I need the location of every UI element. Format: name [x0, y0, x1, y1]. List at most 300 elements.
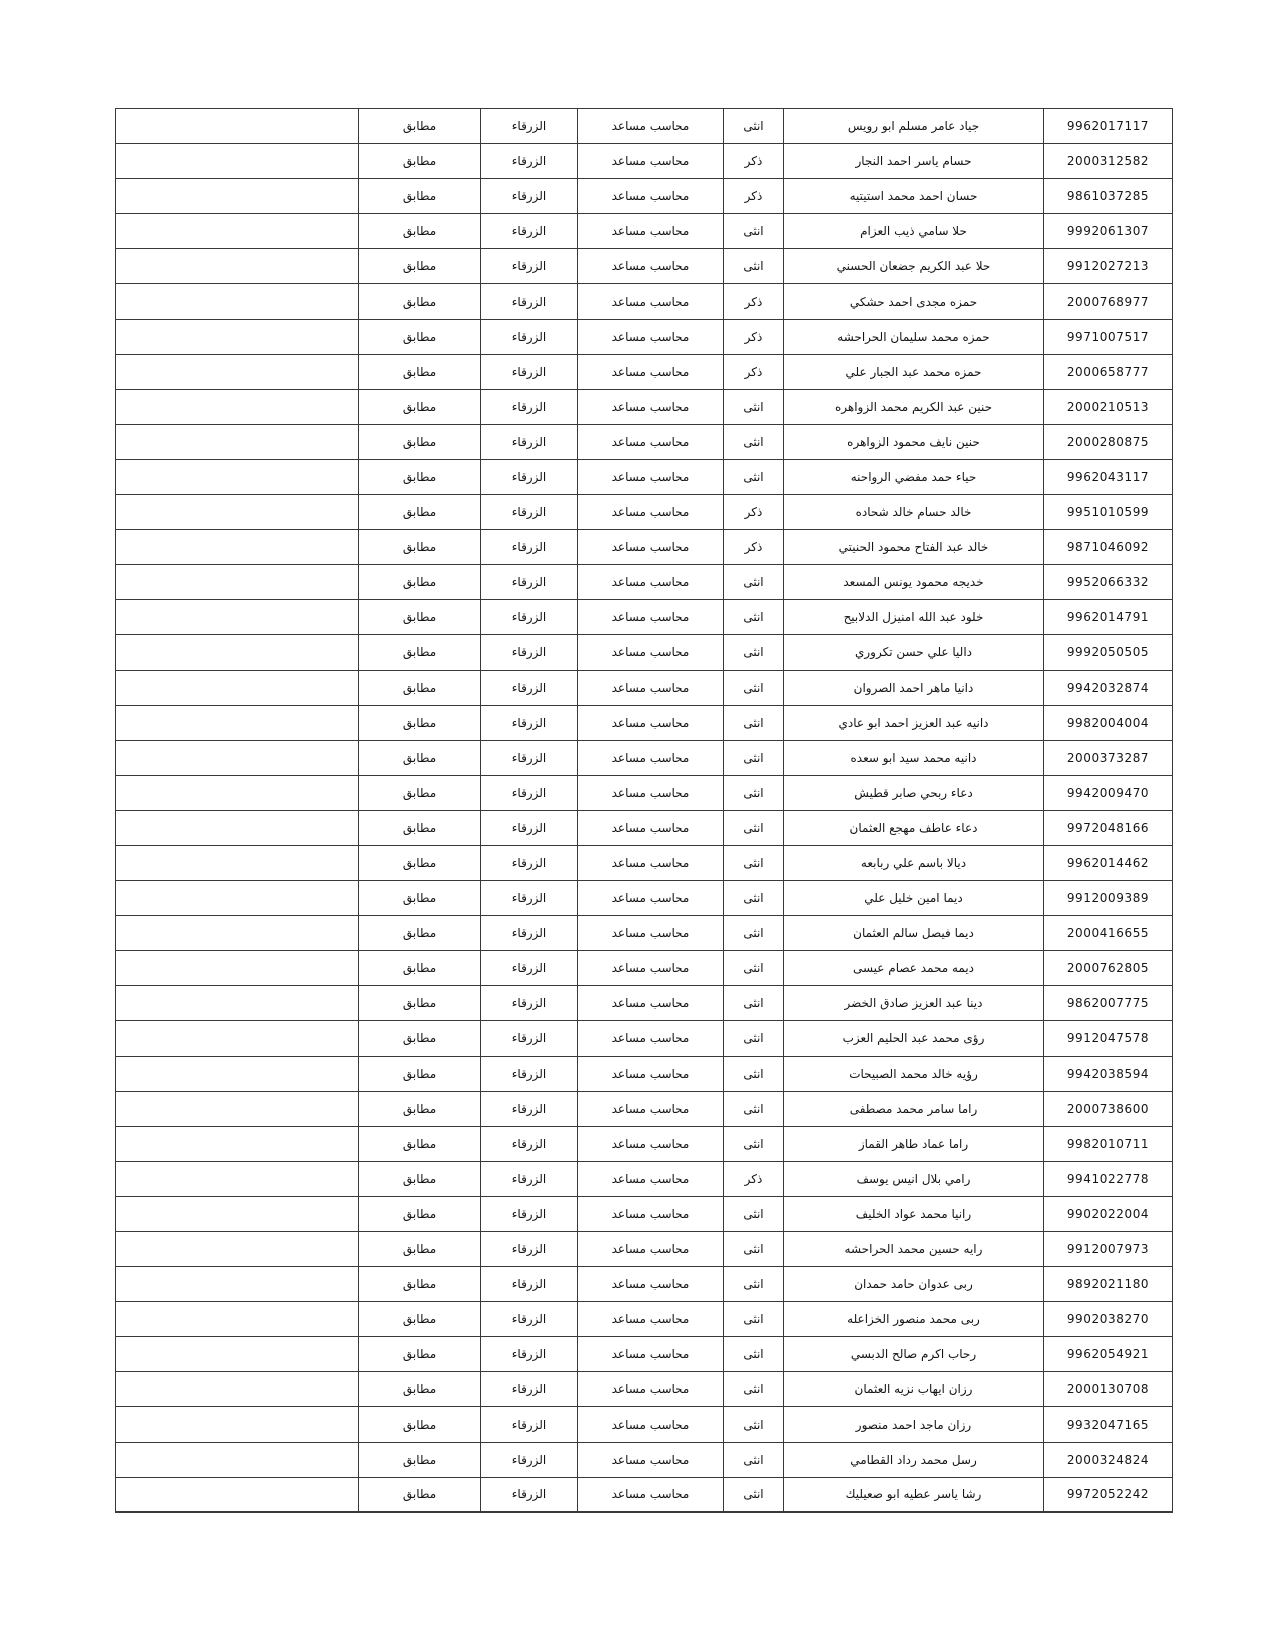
status-cell: مطابق	[359, 1337, 481, 1372]
employee-name-cell: رزان ايهاب نزيه العثمان	[784, 1372, 1044, 1407]
national-id-cell: 9942032874	[1044, 670, 1173, 705]
national-id-cell: 9942009470	[1044, 775, 1173, 810]
job-title-cell: محاسب مساعد	[578, 1442, 724, 1477]
employee-name-cell: راما عماد طاهر القماز	[784, 1126, 1044, 1161]
governorate-cell: الزرقاء	[481, 740, 578, 775]
job-title-cell: محاسب مساعد	[578, 670, 724, 705]
table-row	[116, 1442, 1173, 1477]
governorate-cell: الزرقاء	[481, 354, 578, 389]
status-cell: مطابق	[359, 951, 481, 986]
job-title-cell: محاسب مساعد	[578, 1477, 724, 1512]
status-cell: مطابق	[359, 284, 481, 319]
notes-cell	[116, 1372, 359, 1407]
employee-name-cell: رؤى محمد عبد الحليم العزب	[784, 1021, 1044, 1056]
employee-name-cell: ديالا باسم علي ربابعه	[784, 845, 1044, 880]
national-id-cell: 9982004004	[1044, 705, 1173, 740]
gender-cell: انثى	[724, 740, 784, 775]
national-id-cell: 9982010711	[1044, 1126, 1173, 1161]
governorate-cell: الزرقاء	[481, 1091, 578, 1126]
employee-name-cell: راما سامر محمد مصطفى	[784, 1091, 1044, 1126]
gender-cell: انثى	[724, 951, 784, 986]
status-cell: مطابق	[359, 1021, 481, 1056]
notes-cell	[116, 495, 359, 530]
employee-name-cell: دانيه عبد العزيز احمد ابو عادي	[784, 705, 1044, 740]
status-cell: مطابق	[359, 1091, 481, 1126]
job-title-cell: محاسب مساعد	[578, 775, 724, 810]
national-id-cell: 2000210513	[1044, 389, 1173, 424]
job-title-cell: محاسب مساعد	[578, 495, 724, 530]
notes-cell	[116, 1232, 359, 1267]
governorate-cell: الزرقاء	[481, 109, 578, 144]
gender-cell: انثى	[724, 1372, 784, 1407]
gender-cell: انثى	[724, 109, 784, 144]
governorate-cell: الزرقاء	[481, 600, 578, 635]
table-row	[116, 740, 1173, 775]
table-row	[116, 1126, 1173, 1161]
national-id-cell: 9941022778	[1044, 1161, 1173, 1196]
notes-cell	[116, 249, 359, 284]
table-row	[116, 1372, 1173, 1407]
status-cell: مطابق	[359, 810, 481, 845]
job-title-cell: محاسب مساعد	[578, 1091, 724, 1126]
job-title-cell: محاسب مساعد	[578, 705, 724, 740]
table-row	[116, 459, 1173, 494]
status-cell: مطابق	[359, 845, 481, 880]
table-row	[116, 810, 1173, 845]
governorate-cell: الزرقاء	[481, 810, 578, 845]
notes-cell	[116, 740, 359, 775]
employee-name-cell: حسان احمد محمد استيتيه	[784, 179, 1044, 214]
job-title-cell: محاسب مساعد	[578, 319, 724, 354]
national-id-cell: 9962043117	[1044, 459, 1173, 494]
governorate-cell: الزرقاء	[481, 1267, 578, 1302]
governorate-cell: الزرقاء	[481, 1126, 578, 1161]
job-title-cell: محاسب مساعد	[578, 1372, 724, 1407]
status-cell: مطابق	[359, 1232, 481, 1267]
table-row	[116, 249, 1173, 284]
gender-cell: انثى	[724, 635, 784, 670]
notes-cell	[116, 881, 359, 916]
employee-name-cell: دعاء عاطف مهجع العثمان	[784, 810, 1044, 845]
table-row	[116, 600, 1173, 635]
table-row	[116, 1337, 1173, 1372]
notes-cell	[116, 179, 359, 214]
notes-cell	[116, 1477, 359, 1512]
national-id-cell: 9962054921	[1044, 1337, 1173, 1372]
employee-name-cell: رشا ياسر عطيه ابو صعيليك	[784, 1477, 1044, 1512]
notes-cell	[116, 109, 359, 144]
table-row	[116, 214, 1173, 249]
employee-name-cell: خلود عبد الله امنيزل الدلابيح	[784, 600, 1044, 635]
governorate-cell: الزرقاء	[481, 319, 578, 354]
notes-cell	[116, 635, 359, 670]
gender-cell: انثى	[724, 1477, 784, 1512]
employee-name-cell: حنين نايف محمود الزواهره	[784, 424, 1044, 459]
national-id-cell: 9861037285	[1044, 179, 1173, 214]
employee-name-cell: ديما امين خليل علي	[784, 881, 1044, 916]
job-title-cell: محاسب مساعد	[578, 1056, 724, 1091]
national-id-cell: 9912047578	[1044, 1021, 1173, 1056]
governorate-cell: الزرقاء	[481, 1196, 578, 1231]
national-id-cell: 9971007517	[1044, 319, 1173, 354]
job-title-cell: محاسب مساعد	[578, 179, 724, 214]
notes-cell	[116, 600, 359, 635]
gender-cell: ذكر	[724, 284, 784, 319]
gender-cell: انثى	[724, 389, 784, 424]
gender-cell: انثى	[724, 459, 784, 494]
job-title-cell: محاسب مساعد	[578, 1126, 724, 1161]
governorate-cell: الزرقاء	[481, 495, 578, 530]
job-title-cell: محاسب مساعد	[578, 1161, 724, 1196]
status-cell: مطابق	[359, 1267, 481, 1302]
notes-cell	[116, 916, 359, 951]
governorate-cell: الزرقاء	[481, 1161, 578, 1196]
table-row	[116, 1477, 1173, 1512]
national-id-cell: 2000312582	[1044, 144, 1173, 179]
notes-cell	[116, 319, 359, 354]
job-title-cell: محاسب مساعد	[578, 1021, 724, 1056]
governorate-cell: الزرقاء	[481, 1407, 578, 1442]
table-row	[116, 565, 1173, 600]
employee-name-cell: دعاء ربحي صابر قطيش	[784, 775, 1044, 810]
governorate-cell: الزرقاء	[481, 1232, 578, 1267]
national-id-cell: 9972052242	[1044, 1477, 1173, 1512]
status-cell: مطابق	[359, 670, 481, 705]
national-id-cell: 9962017117	[1044, 109, 1173, 144]
status-cell: مطابق	[359, 635, 481, 670]
governorate-cell: الزرقاء	[481, 389, 578, 424]
notes-cell	[116, 1021, 359, 1056]
governorate-cell: الزرقاء	[481, 284, 578, 319]
gender-cell: انثى	[724, 214, 784, 249]
employee-name-cell: دينا عبد العزيز صادق الخضر	[784, 986, 1044, 1021]
status-cell: مطابق	[359, 144, 481, 179]
status-cell: مطابق	[359, 1477, 481, 1512]
employee-name-cell: حنين عبد الكريم محمد الزواهره	[784, 389, 1044, 424]
national-id-cell: 2000324824	[1044, 1442, 1173, 1477]
status-cell: مطابق	[359, 249, 481, 284]
national-id-cell: 9862007775	[1044, 986, 1173, 1021]
employee-name-cell: دانيه محمد سيد ابو سعده	[784, 740, 1044, 775]
gender-cell: انثى	[724, 986, 784, 1021]
employee-name-cell: دانيا ماهر احمد الصروان	[784, 670, 1044, 705]
status-cell: مطابق	[359, 1442, 481, 1477]
governorate-cell: الزرقاء	[481, 951, 578, 986]
job-title-cell: محاسب مساعد	[578, 144, 724, 179]
table-row	[116, 845, 1173, 880]
notes-cell	[116, 1407, 359, 1442]
gender-cell: انثى	[724, 424, 784, 459]
gender-cell: ذكر	[724, 530, 784, 565]
job-title-cell: محاسب مساعد	[578, 600, 724, 635]
notes-cell	[116, 705, 359, 740]
status-cell: مطابق	[359, 1196, 481, 1231]
governorate-cell: الزرقاء	[481, 1302, 578, 1337]
employee-name-cell: حلا سامي ذيب العزام	[784, 214, 1044, 249]
table-row	[116, 881, 1173, 916]
national-id-cell: 2000738600	[1044, 1091, 1173, 1126]
employee-name-cell: ديمه محمد عصام عيسى	[784, 951, 1044, 986]
governorate-cell: الزرقاء	[481, 986, 578, 1021]
job-title-cell: محاسب مساعد	[578, 1407, 724, 1442]
status-cell: مطابق	[359, 1161, 481, 1196]
job-title-cell: محاسب مساعد	[578, 530, 724, 565]
national-id-cell: 2000768977	[1044, 284, 1173, 319]
table-row	[116, 109, 1173, 144]
national-id-cell: 9912007973	[1044, 1232, 1173, 1267]
gender-cell: انثى	[724, 1021, 784, 1056]
gender-cell: انثى	[724, 1407, 784, 1442]
job-title-cell: محاسب مساعد	[578, 459, 724, 494]
employee-name-cell: رحاب اكرم صالح الدبسي	[784, 1337, 1044, 1372]
gender-cell: انثى	[724, 775, 784, 810]
gender-cell: انثى	[724, 1126, 784, 1161]
notes-cell	[116, 565, 359, 600]
gender-cell: انثى	[724, 1442, 784, 1477]
gender-cell: انثى	[724, 249, 784, 284]
gender-cell: انثى	[724, 1091, 784, 1126]
notes-cell	[116, 459, 359, 494]
gender-cell: ذكر	[724, 1161, 784, 1196]
notes-cell	[116, 284, 359, 319]
table-row	[116, 319, 1173, 354]
national-id-cell: 2000416655	[1044, 916, 1173, 951]
employee-name-cell: رانيا محمد عواد الخليف	[784, 1196, 1044, 1231]
gender-cell: ذكر	[724, 354, 784, 389]
employee-name-cell: خالد عبد الفتاح محمود الحنيتي	[784, 530, 1044, 565]
national-id-cell: 9962014791	[1044, 600, 1173, 635]
notes-cell	[116, 1126, 359, 1161]
status-cell: مطابق	[359, 389, 481, 424]
governorate-cell: الزرقاء	[481, 881, 578, 916]
employee-name-cell: رامي بلال انيس يوسف	[784, 1161, 1044, 1196]
employee-roster-table	[115, 108, 1173, 1513]
status-cell: مطابق	[359, 1056, 481, 1091]
governorate-cell: الزرقاء	[481, 249, 578, 284]
notes-cell	[116, 1091, 359, 1126]
table-row	[116, 951, 1173, 986]
governorate-cell: الزرقاء	[481, 1477, 578, 1512]
gender-cell: انثى	[724, 1267, 784, 1302]
national-id-cell: 9871046092	[1044, 530, 1173, 565]
job-title-cell: محاسب مساعد	[578, 424, 724, 459]
national-id-cell: 9972048166	[1044, 810, 1173, 845]
employee-name-cell: رؤيه خالد محمد الصبيحات	[784, 1056, 1044, 1091]
notes-cell	[116, 1161, 359, 1196]
notes-cell	[116, 986, 359, 1021]
job-title-cell: محاسب مساعد	[578, 986, 724, 1021]
national-id-cell: 9912027213	[1044, 249, 1173, 284]
status-cell: مطابق	[359, 495, 481, 530]
table-row	[116, 1407, 1173, 1442]
notes-cell	[116, 1056, 359, 1091]
status-cell: مطابق	[359, 424, 481, 459]
status-cell: مطابق	[359, 1126, 481, 1161]
governorate-cell: الزرقاء	[481, 1442, 578, 1477]
national-id-cell: 2000762805	[1044, 951, 1173, 986]
governorate-cell: الزرقاء	[481, 565, 578, 600]
status-cell: مطابق	[359, 1407, 481, 1442]
status-cell: مطابق	[359, 600, 481, 635]
table-row	[116, 1302, 1173, 1337]
gender-cell: انثى	[724, 1056, 784, 1091]
table-row	[116, 1021, 1173, 1056]
gender-cell: انثى	[724, 565, 784, 600]
national-id-cell: 9892021180	[1044, 1267, 1173, 1302]
notes-cell	[116, 1196, 359, 1231]
job-title-cell: محاسب مساعد	[578, 916, 724, 951]
employee-name-cell: خالد حسام خالد شحاده	[784, 495, 1044, 530]
table-row	[116, 775, 1173, 810]
notes-cell	[116, 810, 359, 845]
national-id-cell: 2000373287	[1044, 740, 1173, 775]
gender-cell: ذكر	[724, 495, 784, 530]
notes-cell	[116, 670, 359, 705]
employee-name-cell: حمزه محمد عبد الجبار علي	[784, 354, 1044, 389]
job-title-cell: محاسب مساعد	[578, 1302, 724, 1337]
governorate-cell: الزرقاء	[481, 845, 578, 880]
status-cell: مطابق	[359, 775, 481, 810]
governorate-cell: الزرقاء	[481, 775, 578, 810]
job-title-cell: محاسب مساعد	[578, 740, 724, 775]
table-row	[116, 916, 1173, 951]
notes-cell	[116, 214, 359, 249]
notes-cell	[116, 1442, 359, 1477]
table-row	[116, 1232, 1173, 1267]
job-title-cell: محاسب مساعد	[578, 389, 724, 424]
governorate-cell: الزرقاء	[481, 670, 578, 705]
notes-cell	[116, 389, 359, 424]
national-id-cell: 2000658777	[1044, 354, 1173, 389]
table-row	[116, 635, 1173, 670]
employee-name-cell: رايه حسين محمد الحراحشه	[784, 1232, 1044, 1267]
table-row	[116, 986, 1173, 1021]
notes-cell	[116, 951, 359, 986]
governorate-cell: الزرقاء	[481, 424, 578, 459]
job-title-cell: محاسب مساعد	[578, 1196, 724, 1231]
status-cell: مطابق	[359, 986, 481, 1021]
national-id-cell: 9952066332	[1044, 565, 1173, 600]
employee-name-cell: جياد عامر مسلم ابو رويس	[784, 109, 1044, 144]
national-id-cell: 2000280875	[1044, 424, 1173, 459]
status-cell: مطابق	[359, 565, 481, 600]
job-title-cell: محاسب مساعد	[578, 109, 724, 144]
notes-cell	[116, 1302, 359, 1337]
national-id-cell: 9932047165	[1044, 1407, 1173, 1442]
gender-cell: انثى	[724, 1232, 784, 1267]
status-cell: مطابق	[359, 530, 481, 565]
table-row	[116, 1196, 1173, 1231]
table-row	[116, 495, 1173, 530]
job-title-cell: محاسب مساعد	[578, 284, 724, 319]
job-title-cell: محاسب مساعد	[578, 810, 724, 845]
national-id-cell: 9992061307	[1044, 214, 1173, 249]
national-id-cell: 9912009389	[1044, 881, 1173, 916]
table-row	[116, 530, 1173, 565]
governorate-cell: الزرقاء	[481, 179, 578, 214]
governorate-cell: الزرقاء	[481, 1056, 578, 1091]
notes-cell	[116, 775, 359, 810]
national-id-cell: 9902022004	[1044, 1196, 1173, 1231]
governorate-cell: الزرقاء	[481, 1021, 578, 1056]
notes-cell	[116, 1267, 359, 1302]
employee-name-cell: حمزه محمد سليمان الحراحشه	[784, 319, 1044, 354]
job-title-cell: محاسب مساعد	[578, 1337, 724, 1372]
governorate-cell: الزرقاء	[481, 144, 578, 179]
notes-cell	[116, 845, 359, 880]
governorate-cell: الزرقاء	[481, 916, 578, 951]
gender-cell: ذكر	[724, 144, 784, 179]
gender-cell: انثى	[724, 1337, 784, 1372]
notes-cell	[116, 1337, 359, 1372]
gender-cell: انثى	[724, 845, 784, 880]
status-cell: مطابق	[359, 1302, 481, 1337]
governorate-cell: الزرقاء	[481, 705, 578, 740]
employee-name-cell: حسام ياسر احمد النجار	[784, 144, 1044, 179]
table-row	[116, 424, 1173, 459]
status-cell: مطابق	[359, 354, 481, 389]
table-row	[116, 354, 1173, 389]
gender-cell: انثى	[724, 881, 784, 916]
job-title-cell: محاسب مساعد	[578, 249, 724, 284]
national-id-cell: 9951010599	[1044, 495, 1173, 530]
table-row	[116, 1267, 1173, 1302]
table-row	[116, 179, 1173, 214]
table-row	[116, 1091, 1173, 1126]
employee-name-cell: خديجه محمود يونس المسعد	[784, 565, 1044, 600]
governorate-cell: الزرقاء	[481, 459, 578, 494]
governorate-cell: الزرقاء	[481, 635, 578, 670]
job-title-cell: محاسب مساعد	[578, 635, 724, 670]
notes-cell	[116, 424, 359, 459]
employee-name-cell: رسل محمد رداد القطامي	[784, 1442, 1044, 1477]
national-id-cell: 9992050505	[1044, 635, 1173, 670]
employee-name-cell: رزان ماجد احمد منصور	[784, 1407, 1044, 1442]
employee-name-cell: ديما فيصل سالم العثمان	[784, 916, 1044, 951]
job-title-cell: محاسب مساعد	[578, 354, 724, 389]
gender-cell: انثى	[724, 810, 784, 845]
gender-cell: انثى	[724, 916, 784, 951]
employee-table-body	[116, 109, 1173, 1513]
employee-name-cell: ربى عدوان حامد حمدان	[784, 1267, 1044, 1302]
job-title-cell: محاسب مساعد	[578, 1267, 724, 1302]
status-cell: مطابق	[359, 916, 481, 951]
table-row	[116, 284, 1173, 319]
status-cell: مطابق	[359, 740, 481, 775]
table-row	[116, 1161, 1173, 1196]
notes-cell	[116, 530, 359, 565]
employee-name-cell: داليا علي حسن تكروري	[784, 635, 1044, 670]
gender-cell: انثى	[724, 600, 784, 635]
status-cell: مطابق	[359, 459, 481, 494]
job-title-cell: محاسب مساعد	[578, 565, 724, 600]
national-id-cell: 2000130708	[1044, 1372, 1173, 1407]
job-title-cell: محاسب مساعد	[578, 845, 724, 880]
table-row	[116, 144, 1173, 179]
table-row	[116, 705, 1173, 740]
gender-cell: ذكر	[724, 179, 784, 214]
status-cell: مطابق	[359, 109, 481, 144]
job-title-cell: محاسب مساعد	[578, 214, 724, 249]
national-id-cell: 9962014462	[1044, 845, 1173, 880]
job-title-cell: محاسب مساعد	[578, 1232, 724, 1267]
job-title-cell: محاسب مساعد	[578, 881, 724, 916]
national-id-cell: 9902038270	[1044, 1302, 1173, 1337]
gender-cell: انثى	[724, 1302, 784, 1337]
governorate-cell: الزرقاء	[481, 1337, 578, 1372]
table-row	[116, 1056, 1173, 1091]
governorate-cell: الزرقاء	[481, 214, 578, 249]
